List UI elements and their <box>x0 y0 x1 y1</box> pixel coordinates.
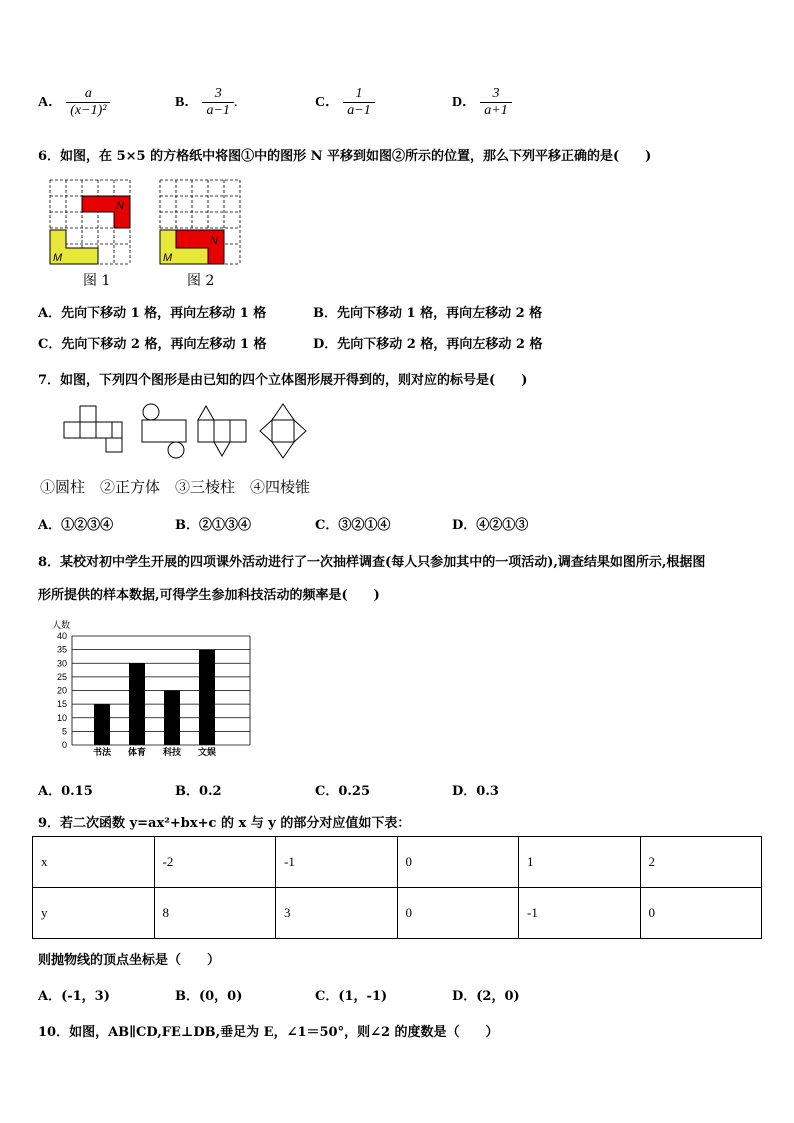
q8-option-a: A．0.15 <box>38 784 93 799</box>
chart-ylabel: 人数 <box>52 620 71 630</box>
q6-fig2-caption: 图 2 <box>187 273 215 289</box>
q8-option-c: C．0.25 <box>315 784 371 799</box>
q5-option-a-numerator: a <box>84 86 92 101</box>
chart-bar <box>129 663 145 745</box>
chart-y-tick-label: 40 <box>56 631 67 641</box>
q6-option-c: C．先向下移动 2 格，再向左移动 1 格 <box>38 337 267 352</box>
q7-option-d: D．④②①③ <box>452 518 529 533</box>
chart-y-tick-label: 35 <box>56 644 67 655</box>
q5-option-c <box>315 86 375 119</box>
chart-y-tick-label: 30 <box>56 658 67 669</box>
chart-bar <box>164 691 180 746</box>
q5-option-d <box>452 86 512 119</box>
q5-option-b-suffix: . <box>233 95 238 110</box>
q6-figures <box>48 178 248 270</box>
chart-y-tick-label: 0 <box>61 740 67 750</box>
q6-option-a: A．先向下移动 1 格，再向左移动 1 格 <box>38 306 267 321</box>
q7-net-cylinder <box>142 404 186 458</box>
table-cell: 0 <box>640 888 762 939</box>
q5-option-d-denominator: a+1 <box>480 102 511 119</box>
chart-x-labels <box>93 746 216 757</box>
q5-option-d-numerator: 3 <box>492 86 500 101</box>
q6-fig2-label-n: N <box>210 235 218 247</box>
chart-y-tick-label: 15 <box>56 699 67 710</box>
q7-option-a: A．①②③④ <box>38 518 114 533</box>
q9-option-c: C．(1，-1) <box>315 989 388 1004</box>
chart-y-tick-label: 10 <box>56 712 67 723</box>
table-cell: -1 <box>519 888 641 939</box>
q8-bar-chart <box>48 616 258 762</box>
q9-stem: 9．若二次函数 y=ax²+bx+c 的 x 与 y 的部分对应值如下表： <box>38 816 411 831</box>
chart-y-tick-label: 20 <box>56 685 67 696</box>
q6-option-d: D．先向下移动 2 格，再向左移动 2 格 <box>313 337 543 352</box>
q5-option-d-fraction <box>480 86 511 119</box>
q6-option-b: B．先向下移动 1 格，再向左移动 2 格 <box>313 306 543 321</box>
q7-option-c: C．③②①④ <box>315 518 391 533</box>
table-cell: 0 <box>397 888 519 939</box>
table-cell: y <box>33 888 155 939</box>
q6-figure-2 <box>160 180 240 264</box>
q8-stem-line1: 8．某校对初中学生开展的四项课外活动进行了一次抽样调查(每人只参加其中的一项活动),调查结果如图所示,根据图 <box>38 555 706 570</box>
chart-y-tick-label: 25 <box>56 671 67 682</box>
q6-fig1-label-m: M <box>53 252 63 264</box>
table-cell: 8 <box>154 888 276 939</box>
chart-y-ticks <box>57 631 67 750</box>
q5-option-c-label: C． <box>315 95 340 110</box>
q7-nets <box>58 400 318 460</box>
table-cell: x <box>33 837 155 888</box>
q5-option-b-label: B． <box>175 95 199 110</box>
chart-x-label: 书法 <box>92 747 112 757</box>
q9-option-a: A．(-1，3) <box>38 989 110 1004</box>
q5-option-b-denominator: a−1 <box>202 102 233 119</box>
q7-net-pyramid <box>260 404 306 458</box>
table-cell: 1 <box>519 837 641 888</box>
q6-fig1-caption: 图 1 <box>83 273 111 289</box>
q9-follow-up: 则抛物线的顶点坐标是（ ） <box>38 953 221 968</box>
table-row <box>33 837 762 888</box>
q8-stem-line2: 形所提供的样本数据,可得学生参加科技活动的频率是( ) <box>38 588 380 603</box>
q7-net-cube <box>64 406 122 452</box>
q6-figure-1 <box>50 180 130 264</box>
chart-bars <box>94 650 215 745</box>
chart-x-label: 科技 <box>162 747 182 757</box>
table-row <box>33 888 762 939</box>
chart-x-label: 体育 <box>127 747 147 757</box>
q7-solids: ①圆柱 ②正方体 ③三棱柱 ④四棱锥 <box>40 478 311 496</box>
chart-bar <box>94 704 110 745</box>
q10-stem: 10．如图，AB∥CD,FE⊥DB,垂足为 E，∠1＝50°，则∠2 的度数是（ ） <box>38 1025 499 1040</box>
table-cell: 2 <box>640 837 762 888</box>
table-cell: 0 <box>397 837 519 888</box>
q7-stem: 7．如图，下列四个图形是由已知的四个立体图形展开得到的，则对应的标号是( ) <box>38 373 528 388</box>
table-cell: 3 <box>276 888 398 939</box>
q5-option-a-fraction <box>66 86 110 119</box>
q9-option-b: B．(0，0) <box>175 989 243 1004</box>
q5-option-a-label: A． <box>38 95 63 110</box>
q6-stem: 6．如图，在 5×5 的方格纸中将图①中的图形 N 平移到如图②所示的位置，那么下列平移正确的是( ) <box>38 149 652 164</box>
q5-option-c-denominator: a−1 <box>343 102 374 119</box>
table-cell: -2 <box>154 837 276 888</box>
q5-option-b <box>175 86 237 119</box>
q5-option-b-fraction <box>202 86 233 119</box>
q9-xy-table <box>32 836 762 939</box>
chart-x-label: 文娱 <box>197 747 217 757</box>
q8-option-d: D．0.3 <box>452 784 499 799</box>
chart-y-tick-label: 5 <box>61 726 67 737</box>
q5-option-c-fraction <box>343 86 374 119</box>
q6-fig1-label-n: N <box>116 200 124 212</box>
q5-option-c-numerator: 1 <box>355 86 363 101</box>
q5-option-d-label: D． <box>452 95 477 110</box>
table-cell: -1 <box>276 837 398 888</box>
q5-option-a-denominator: (x−1)² <box>66 102 110 119</box>
q7-option-b: B．②①③④ <box>175 518 251 533</box>
q9-option-d: D．(2，0) <box>452 989 520 1004</box>
chart-bar <box>199 650 215 745</box>
q5-option-a <box>38 86 110 119</box>
q8-option-b: B．0.2 <box>175 784 222 799</box>
q6-fig2-label-m: M <box>163 252 173 264</box>
q7-net-prism <box>198 406 246 456</box>
q5-option-b-numerator: 3 <box>214 86 222 101</box>
